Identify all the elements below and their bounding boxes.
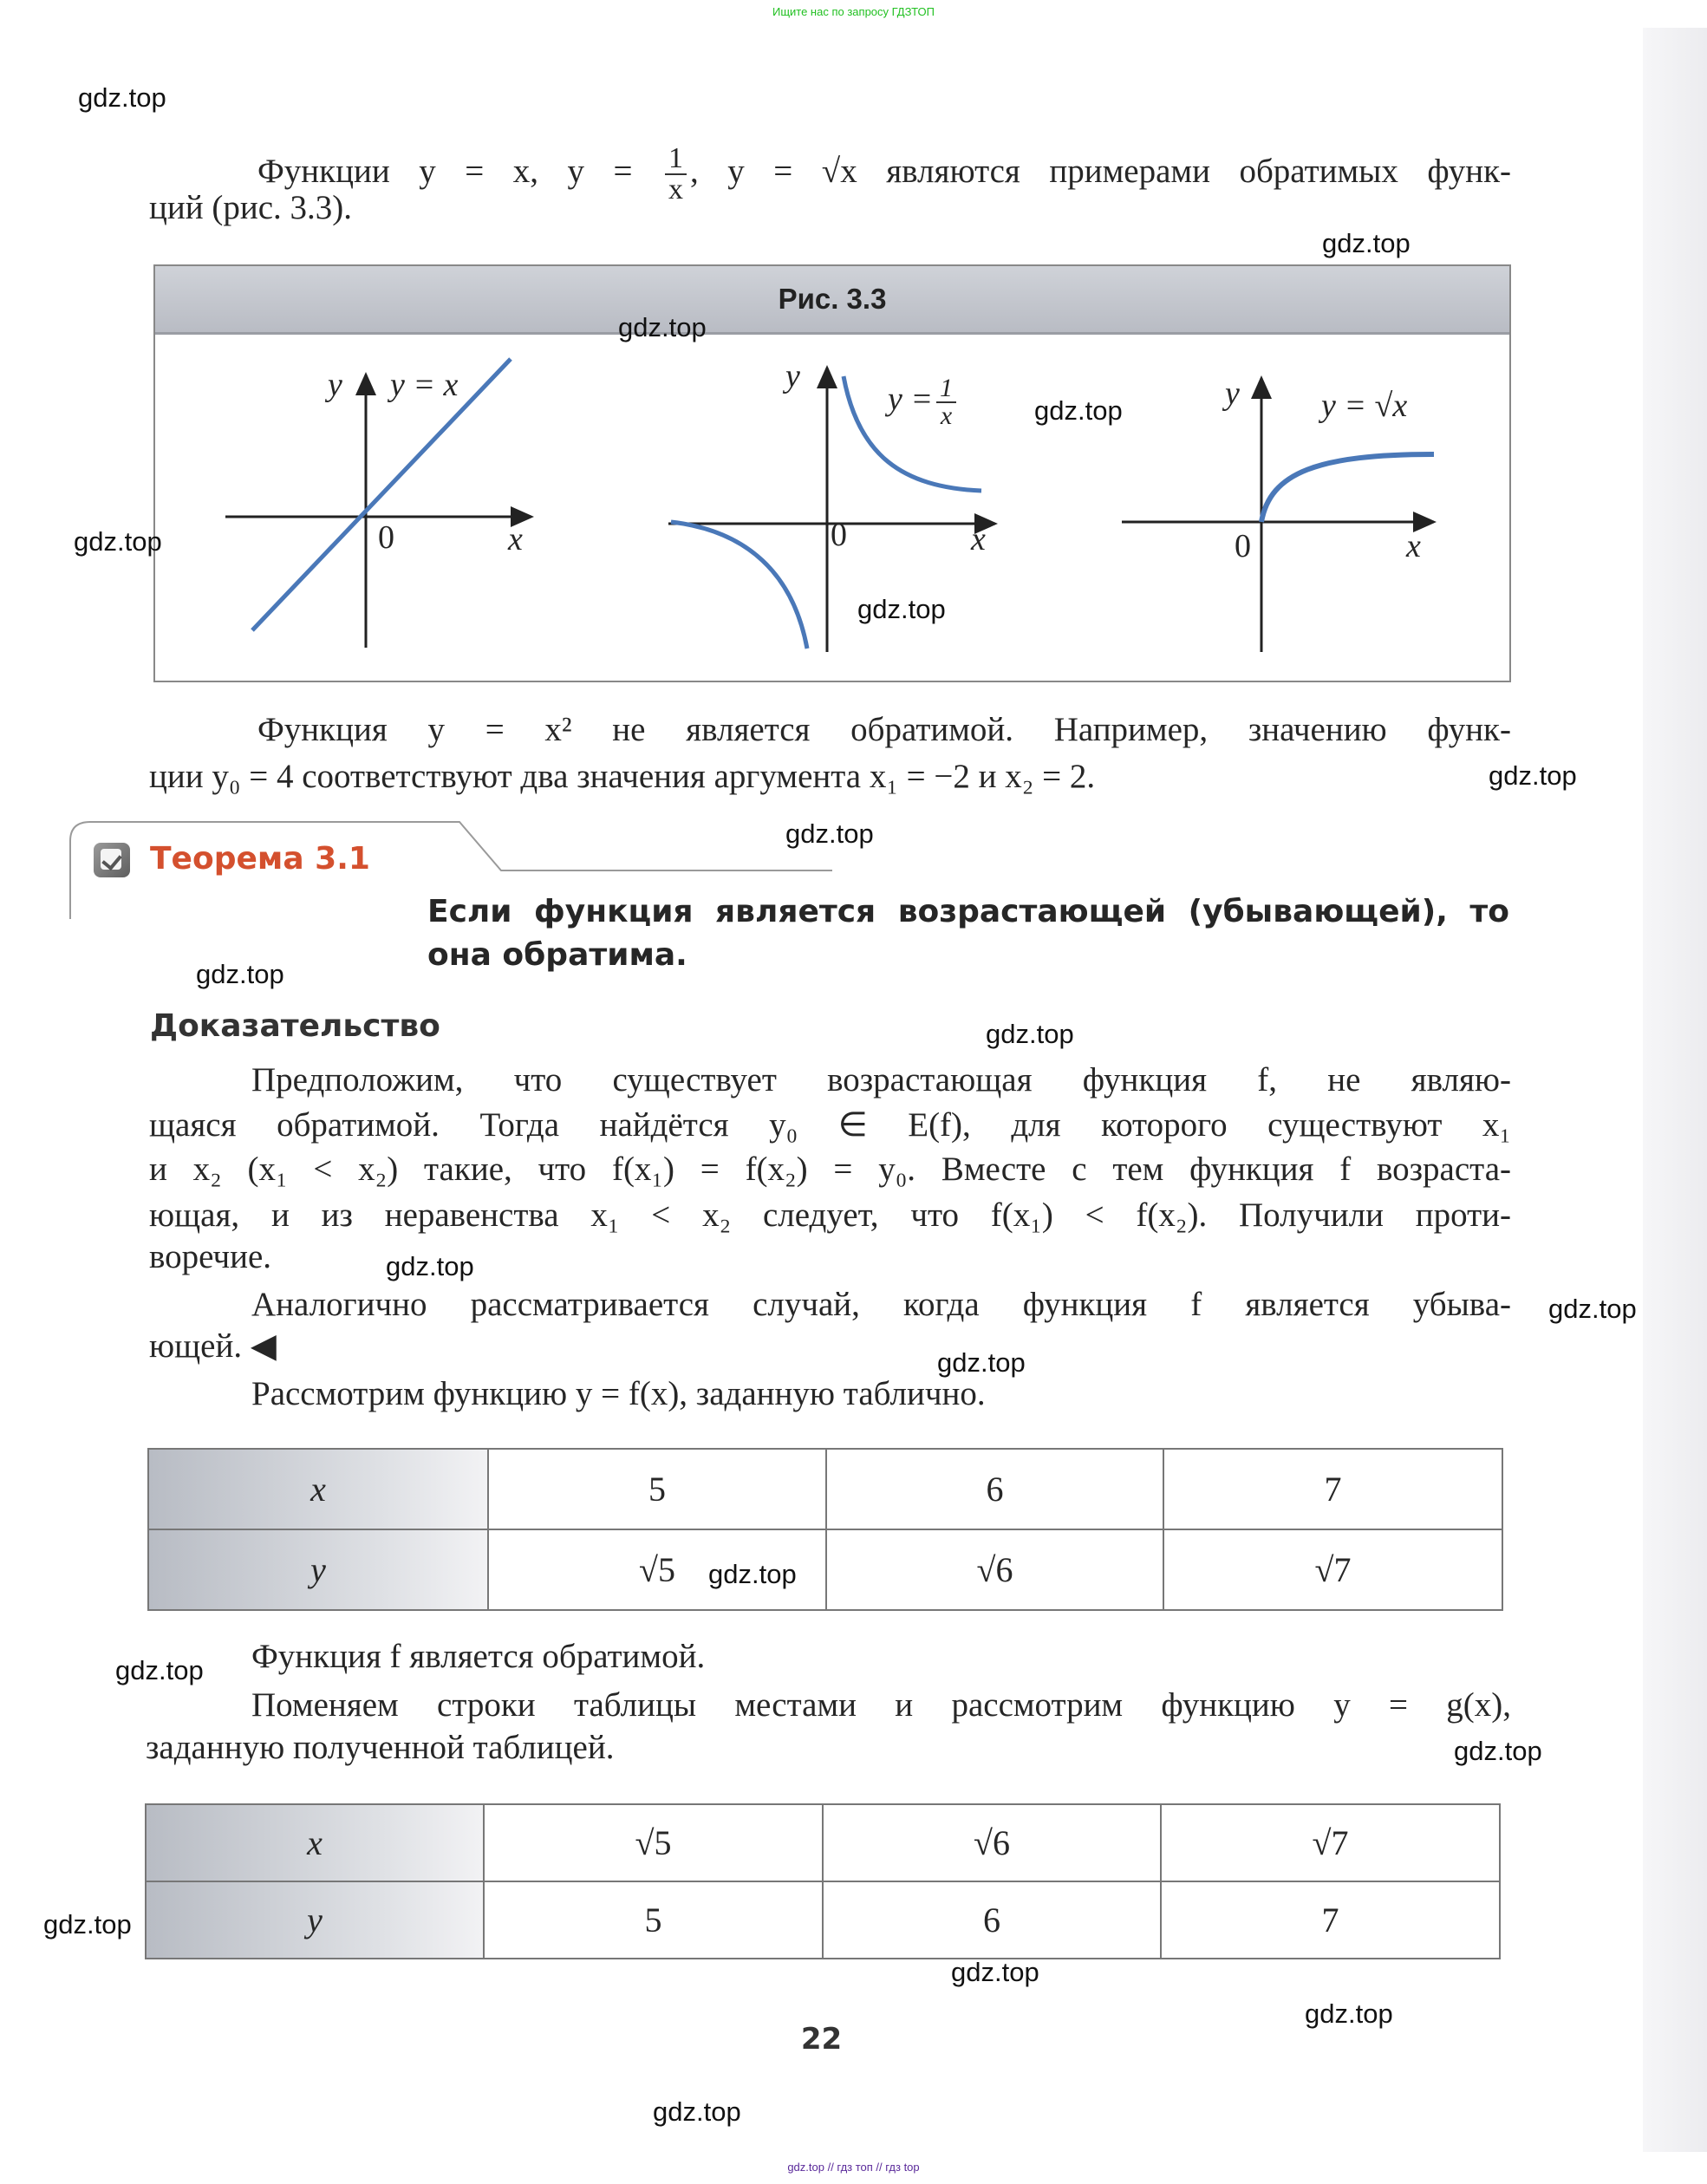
- table-g: [145, 1803, 1501, 1959]
- watermark: gdz.top: [386, 1251, 474, 1281]
- para2-line-2: ции y₀ = 4 соответствуют два значения аргумента x₁ = −2 и x₂ = 2.: [149, 758, 1096, 795]
- table-row: [146, 1881, 1500, 1959]
- theorem-title: Теорема 3.1: [150, 841, 370, 877]
- fraction-numerator: 1: [665, 144, 687, 175]
- watermark: gdz.top: [74, 526, 162, 557]
- intro-text-a: Функции y = x, y =: [257, 152, 662, 190]
- intro-line-2: ций (рис. 3.3).: [149, 189, 353, 226]
- graph1-function-label: y = x: [390, 367, 459, 403]
- theorem-line-2: она обратима.: [427, 937, 687, 973]
- watermark: gdz.top: [1305, 1998, 1393, 2029]
- para2-line-1: Функция y = x² не является обратимой. Например, значению функ-: [257, 711, 1511, 748]
- after-table-line-2: Поменяем строки таблицы местами и рассмотрим функцию y = g(x),: [251, 1686, 1511, 1724]
- graph2-y-label: y: [785, 358, 800, 394]
- graph3-function-label: y = √x: [1321, 388, 1408, 424]
- proof-line-end: ющей. ◀: [149, 1327, 277, 1365]
- watermark: gdz.top: [1548, 1294, 1637, 1324]
- table-row: [148, 1449, 1502, 1529]
- table-cell: 6: [823, 1881, 1161, 1959]
- watermark: gdz.top: [951, 1957, 1039, 1987]
- watermark: gdz.top: [1034, 395, 1123, 426]
- after-table-line-1: Функция f является обратимой.: [251, 1638, 706, 1675]
- graph1-origin-label: 0: [378, 519, 394, 556]
- table-row: [146, 1804, 1500, 1881]
- figure-title: Рис. 3.3: [155, 266, 1509, 335]
- graph2-x-label: x: [971, 521, 986, 557]
- watermark: gdz.top: [986, 1019, 1074, 1049]
- table-cell: √5: [488, 1529, 826, 1610]
- after-table-line-3: заданную полученной таблицей.: [146, 1729, 615, 1766]
- theorem-check-icon: [94, 843, 130, 877]
- watermark: gdz.top: [618, 312, 707, 342]
- row-header: x: [146, 1804, 484, 1881]
- row-header: x: [148, 1449, 488, 1529]
- fraction-denominator: x: [668, 173, 684, 205]
- graph2-origin-label: 0: [831, 517, 847, 553]
- table-cell: √7: [1161, 1804, 1500, 1881]
- watermark: gdz.top: [857, 594, 946, 624]
- watermark: gdz.top: [1322, 228, 1411, 258]
- watermark: gdz.top: [708, 1559, 797, 1589]
- table-row: [148, 1529, 1502, 1610]
- page-number: 22: [800, 2022, 843, 2057]
- proof-line: щаяся обратимой. Тогда найдётся y₀ ∈ E(f), для которого существуют x₁: [149, 1106, 1511, 1144]
- table-cell: 5: [484, 1881, 823, 1959]
- table-f: [147, 1448, 1503, 1611]
- watermark: gdz.top: [1454, 1736, 1542, 1766]
- proof-line: ющая, и из неравенства x₁ < x₂ следует, что f(x₁) < f(x₂). Получили проти-: [149, 1196, 1511, 1234]
- fraction-denominator: x: [940, 401, 953, 430]
- table-cell: 6: [826, 1449, 1163, 1529]
- table-cell: 5: [488, 1449, 826, 1529]
- intro-text-b: , y = √x являются примерами обратимых функ-: [690, 152, 1511, 190]
- proof-line: Аналогично рассматривается случай, когда функция f является убыва-: [251, 1286, 1511, 1323]
- watermark: gdz.top: [1489, 760, 1577, 791]
- graph2-label-text: y =: [888, 381, 934, 418]
- proof-line: воречие.: [149, 1238, 272, 1275]
- proof-line: Предположим, что существует возрастающая функция f, не являю-: [251, 1061, 1511, 1099]
- theorem-frame: [0, 0, 1707, 954]
- graph3-y-label: y: [1225, 375, 1240, 412]
- row-header: y: [146, 1881, 484, 1959]
- table-cell: √6: [823, 1804, 1161, 1881]
- graph1-y-label: y: [328, 367, 342, 403]
- proof-heading: Доказательство: [150, 1008, 440, 1044]
- watermark: gdz.top: [78, 82, 166, 113]
- header-note: Ищите нас по запросу ГДЗТОП: [772, 5, 935, 18]
- watermark: gdz.top: [43, 1909, 132, 1940]
- watermark: gdz.top: [196, 959, 284, 989]
- graph3-x-label: x: [1406, 528, 1421, 564]
- watermark: gdz.top: [653, 2096, 741, 2127]
- table-cell: √5: [484, 1804, 823, 1881]
- graph1-x-label: x: [508, 521, 523, 557]
- watermark: gdz.top: [937, 1347, 1026, 1378]
- table-cell: 7: [1163, 1449, 1502, 1529]
- watermark: gdz.top: [115, 1655, 204, 1685]
- table-cell: √6: [826, 1529, 1163, 1610]
- row-header: y: [148, 1529, 488, 1610]
- table-cell: 7: [1161, 1881, 1500, 1959]
- table-cell: √7: [1163, 1529, 1502, 1610]
- theorem-line-1: Если функция является возрастающей (убывающей), то: [427, 894, 1509, 929]
- proof-line: и x₂ (x₁ < x₂) такие, что f(x₁) = f(x₂) = y₀. Вместе с тем функция f возраста-: [149, 1151, 1511, 1188]
- footer-note: gdz.top // гдз топ // гдз top: [787, 2161, 920, 2174]
- watermark: gdz.top: [785, 818, 874, 849]
- fraction-numerator: 1: [936, 375, 956, 403]
- graph3-origin-label: 0: [1235, 528, 1251, 564]
- proof-line: Рассмотрим функцию y = f(x), заданную таблично.: [251, 1375, 986, 1412]
